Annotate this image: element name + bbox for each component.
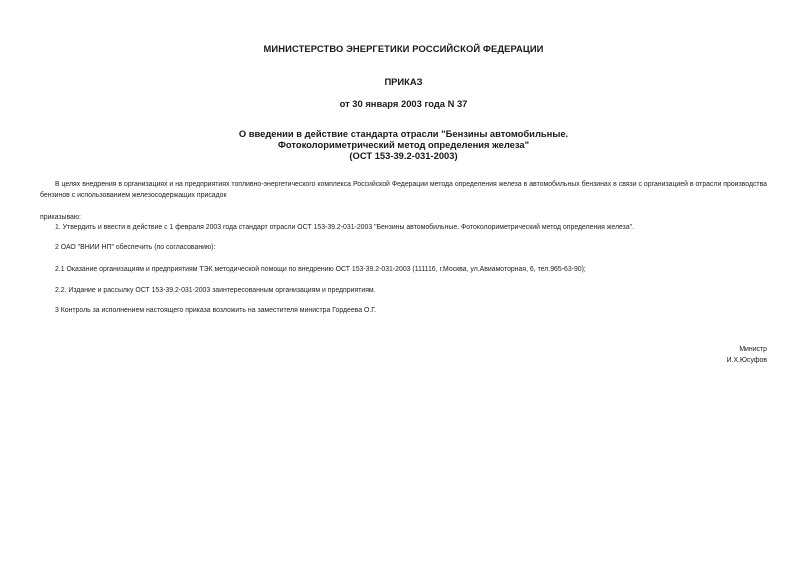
subject-line-3: (ОСТ 153-39.2-031-2003) — [349, 150, 458, 161]
subject-line-1: О введении в действие стандарта отрасли "Бензины автомобильные. — [238, 128, 569, 139]
order-item-1: 1. Утвердить и ввести в действие с 1 февраля 2003 года стандарт отрасли ОСТ 153-39.2-031-2003 "Бензины автомобильные. Фотоколориметрический метод определения железа". — [55, 224, 635, 231]
intro-paragraph: В целях внедрения в организациях и на предприятиях топливно-энергетического комплекса Российской Федерации метода определения железа в автомобильных бензинах в связи с организацией в отрасли производства бензинов с использованием железосодержащих присадок — [40, 181, 767, 199]
ministry-heading: МИНИСТЕРСТВО ЭНЕРГЕТИКИ РОССИЙСКОЙ ФЕДЕРАЦИИ — [263, 43, 544, 54]
ordered-word: приказываю: — [40, 214, 81, 221]
order-subject — [0, 128, 807, 161]
signature-title: Министр — [739, 346, 767, 353]
subject-line-2: Фотоколориметрический метод определения железа" — [277, 139, 530, 150]
signature-name: И.Х.Юсуфов — [726, 357, 767, 364]
order-title: ПРИКАЗ — [384, 76, 423, 87]
order-item-2-1: 2.1 Оказание организациям и предприятиям ТЭК методической помощи по внедрению ОСТ 153-39.2-031-2003 (111116, г.Москва, ул.Авиамоторная, 6, тел.965-63-90); — [55, 266, 586, 273]
order-item-3: 3 Контроль за исполнением настоящего приказа возложить на заместителя министра Гордеева О.Г. — [55, 307, 377, 314]
order-date-line: от 30 января 2003 года N 37 — [339, 98, 468, 109]
order-item-2: 2 ОАО "ВНИИ НП" обеспечить (по согласованию): — [55, 244, 216, 251]
order-item-2-2: 2.2. Издание и рассылку ОСТ 153-39.2-031-2003 заинтересованным организациям и предприятиям. — [55, 287, 376, 294]
